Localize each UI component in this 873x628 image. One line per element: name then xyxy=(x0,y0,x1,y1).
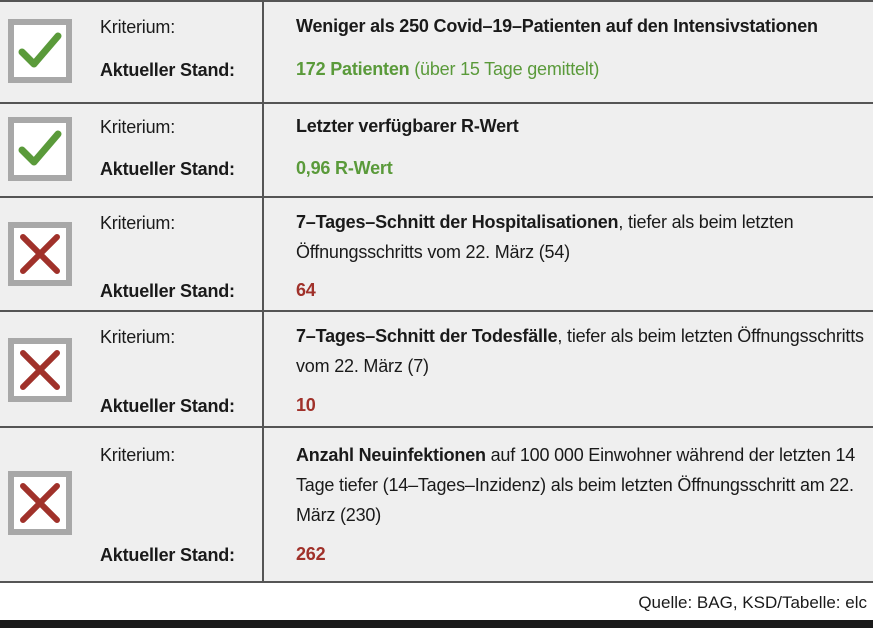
checkmark-icon xyxy=(8,117,72,181)
criterion-text: Anzahl Neuinfektionen auf 100 000 Einwohner während der letzten 14 Tage tiefer (14–Tages–Inzidenz) als beim letzten Öffnungsschritt am 22. März (230) xyxy=(296,445,856,525)
criterion-label: Kriterium: xyxy=(100,445,176,465)
criterion-text: Weniger als 250 Covid–19–Patienten auf den Intensivstationen xyxy=(296,16,818,36)
status-label: Aktueller Stand: xyxy=(100,159,235,179)
criterion-label: Kriterium: xyxy=(100,327,176,347)
table-row xyxy=(0,2,873,104)
bottom-rule xyxy=(0,620,873,628)
cross-icon xyxy=(8,471,72,535)
column-divider xyxy=(262,312,264,426)
column-divider xyxy=(262,428,264,581)
criterion-text: 7–Tages–Schnitt der Hospitalisationen, tiefer als beim letzten Öffnungsschritts vom 22. März (54) xyxy=(296,212,794,262)
table-row xyxy=(0,312,873,428)
status-value: 172 Patienten (über 15 Tage gemittelt) xyxy=(296,59,600,79)
criterion-text: Letzter verfügbarer R-Wert xyxy=(296,116,519,136)
cross-icon xyxy=(8,222,72,286)
status-label: Aktueller Stand: xyxy=(100,281,235,301)
status-value: 262 xyxy=(296,544,326,564)
status-value: 64 xyxy=(296,280,316,300)
cross-icon xyxy=(8,338,72,402)
status-label: Aktueller Stand: xyxy=(100,396,235,416)
table-row xyxy=(0,428,873,583)
criterion-text: 7–Tages–Schnitt der Todesfälle, tiefer als beim letzten Öffnungsschritts vom 22. März (7) xyxy=(296,326,864,376)
criterion-label: Kriterium: xyxy=(100,213,176,233)
source-note: Quelle: BAG, KSD/Tabelle: elc xyxy=(638,593,867,612)
status-label: Aktueller Stand: xyxy=(100,545,235,565)
table-row xyxy=(0,198,873,312)
status-label: Aktueller Stand: xyxy=(100,60,235,80)
table-row xyxy=(0,104,873,198)
status-value: 10 xyxy=(296,395,316,415)
column-divider xyxy=(262,2,264,102)
criterion-label: Kriterium: xyxy=(100,17,176,37)
checkmark-icon xyxy=(8,19,72,83)
criterion-label: Kriterium: xyxy=(100,117,176,137)
column-divider xyxy=(262,198,264,310)
status-value: 0,96 R-Wert xyxy=(296,158,393,178)
column-divider xyxy=(262,104,264,196)
